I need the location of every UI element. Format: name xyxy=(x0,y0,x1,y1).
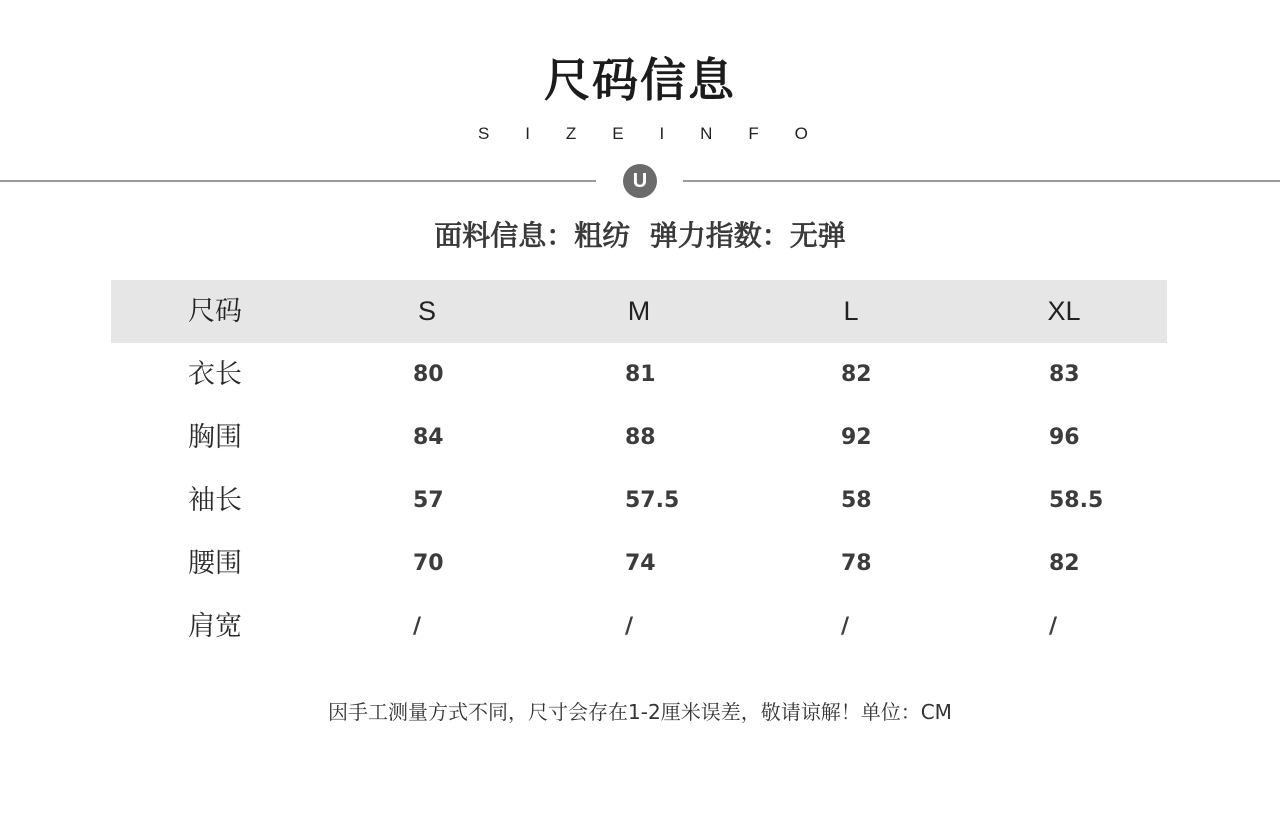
table-row-shoulder xyxy=(111,595,1167,658)
row-label: 衣长 xyxy=(188,359,242,390)
divider-line-right xyxy=(683,180,1280,182)
table-row-waist xyxy=(111,532,1167,595)
table-cell: 82 xyxy=(1049,551,1080,576)
table-cell: 58.5 xyxy=(1049,488,1104,513)
header-cell-xl: XL xyxy=(1047,296,1081,326)
table-cell: 70 xyxy=(413,551,444,576)
table-row-chest xyxy=(111,406,1167,469)
row-label: 肩宽 xyxy=(188,611,242,642)
measurement-note: 因手工测量方式不同，尺寸会存在1-2厘米误差，敬请谅解！单位：CM xyxy=(328,700,952,724)
divider-line-left xyxy=(0,180,596,182)
header-cell-l: L xyxy=(843,296,859,326)
header-cell-size: 尺码 xyxy=(188,296,242,327)
table-cell: 96 xyxy=(1049,425,1080,450)
table-cell: 81 xyxy=(625,362,656,387)
subtitle-letter: O xyxy=(794,124,808,143)
brand-logo-badge: U xyxy=(623,164,657,198)
table-cell: 74 xyxy=(625,551,656,576)
size-table-header-row xyxy=(111,280,1167,343)
table-cell: 78 xyxy=(841,551,872,576)
table-cell: 57 xyxy=(413,488,444,513)
subtitle-letter: Z xyxy=(565,124,577,143)
row-label: 腰围 xyxy=(188,548,242,579)
table-cell: 92 xyxy=(841,425,872,450)
table-cell: / xyxy=(1049,614,1058,639)
table-cell: 84 xyxy=(413,425,444,450)
header-cell-m: M xyxy=(627,296,651,326)
table-row-length xyxy=(111,343,1167,406)
table-cell: / xyxy=(413,614,422,639)
size-table xyxy=(111,280,1167,658)
table-cell: 80 xyxy=(413,362,444,387)
subtitle-letter: E xyxy=(612,124,624,143)
subtitle-letter: S xyxy=(478,124,490,143)
subtitle-letter: F xyxy=(748,124,759,143)
table-cell: 88 xyxy=(625,425,656,450)
table-cell: / xyxy=(625,614,634,639)
header-cell-s: S xyxy=(417,296,436,326)
subtitle-letter: N xyxy=(700,124,713,143)
subtitle-letter: I xyxy=(525,124,530,143)
row-label: 袖长 xyxy=(188,485,242,516)
table-cell: 57.5 xyxy=(625,488,680,513)
row-label: 胸围 xyxy=(188,422,242,453)
table-cell: / xyxy=(841,614,850,639)
size-info-title: 尺码信息 xyxy=(544,53,736,107)
subtitle-letter: I xyxy=(659,124,665,143)
table-cell: 58 xyxy=(841,488,872,513)
table-row-sleeve xyxy=(111,469,1167,532)
table-cell: 83 xyxy=(1049,362,1080,387)
table-cell: 82 xyxy=(841,362,872,387)
fabric-info: 面料信息：粗纺 弹力指数：无弹 xyxy=(434,219,846,252)
size-info-subtitle xyxy=(478,124,808,144)
